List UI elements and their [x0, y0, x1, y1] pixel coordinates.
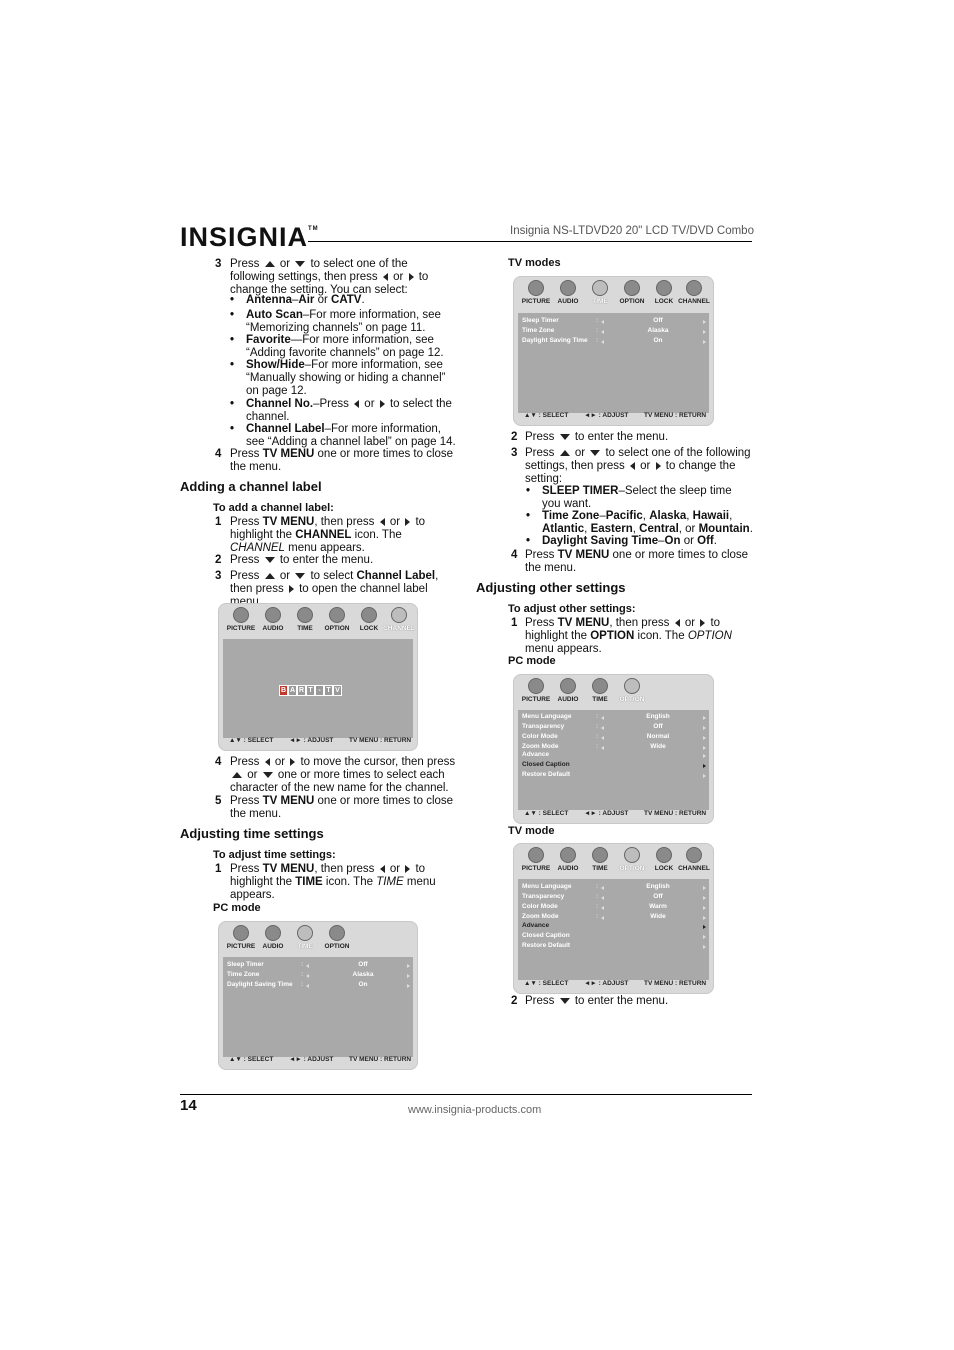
osd-panel	[223, 957, 413, 1057]
audio-icon	[560, 678, 576, 694]
left-arrow-icon	[354, 400, 359, 408]
bullet-favorite: • Favorite—For more information, see “Adding favorite channels” on page 12.	[246, 334, 456, 360]
osd-row: Color Mode : Normal	[518, 733, 709, 743]
step-number: 4	[215, 448, 222, 460]
step-text: Press TV MENU, then press or to highlight the CHANNEL icon. The CHANNEL menu appears.	[230, 516, 426, 555]
satellite-icon	[686, 280, 702, 296]
tab-channel: CHANNEL	[379, 604, 419, 636]
lock-icon	[361, 607, 377, 623]
satellite-icon	[686, 847, 702, 863]
osd-row: Menu Language : English	[518, 883, 709, 893]
subheading: To adjust other settings:	[508, 603, 636, 615]
document-title: Insignia NS-LTDVD20 20" LCD TV/DVD Combo	[510, 225, 754, 237]
osd-row: Menu Language : English	[518, 713, 709, 723]
right-arrow-icon	[405, 865, 410, 873]
left-arrow-icon	[380, 518, 385, 526]
down-arrow-icon	[295, 261, 305, 267]
tab-time: TIME	[580, 277, 620, 309]
picture-icon	[233, 607, 249, 623]
right-arrow-icon	[380, 400, 385, 408]
step-text: Press to enter the menu.	[230, 554, 374, 566]
subheading: To adjust time settings:	[213, 849, 336, 861]
gear-icon	[624, 678, 640, 694]
osd-row: Zoom Mode : Wide	[518, 743, 709, 753]
step-number: 2	[511, 431, 518, 443]
channel-label-characters	[279, 685, 342, 696]
tab-channel: CHANNEL	[674, 277, 714, 309]
subheading: To add a channel label:	[213, 502, 334, 514]
lock-icon	[656, 847, 672, 863]
website-link[interactable]: www.insignia-products.com	[408, 1104, 542, 1116]
step-number: 3	[215, 570, 222, 582]
step-number: 2	[215, 554, 222, 566]
step-number: 1	[215, 516, 222, 528]
step-text: Press to enter the menu.	[525, 995, 669, 1007]
tab-time: TIME	[285, 604, 325, 636]
osd-time-menu-tv	[513, 276, 714, 426]
osd-row: Restore Default	[518, 771, 709, 781]
tab-audio: AUDIO	[253, 922, 293, 954]
step-text: Press TV MENU, then press or to highlight the OPTION icon. The OPTION menu appears.	[525, 617, 732, 656]
down-arrow-icon	[560, 998, 570, 1004]
gear-icon	[624, 280, 640, 296]
tv-modes-label: TV modes	[508, 257, 561, 269]
up-arrow-icon	[560, 450, 570, 456]
step-text: Press or to select one of the following settings, then press or to change the setting:	[525, 447, 751, 486]
step-text: Press TV MENU one or more times to close the menu.	[230, 795, 454, 821]
right-arrow-icon	[700, 619, 705, 627]
step-text: Press TV MENU one or more times to close the menu.	[525, 549, 749, 575]
osd-row: Sleep Timer : Off	[518, 317, 709, 327]
tab-time: TIME	[580, 844, 620, 876]
osd-footer: ▲▼ : SELECT ◄► : ADJUST TV MENU : RETURN	[524, 412, 707, 419]
tab-time: TIME	[580, 675, 620, 707]
bullet-auto-scan: • Auto Scan–For more information, see “Memorizing channels” on page 11.	[246, 309, 456, 335]
tab-picture: PICTURE	[516, 277, 556, 309]
osd-footer: ▲▼ : SELECT ◄► : ADJUST TV MENU : RETURN	[524, 980, 707, 987]
osd-row: Advance	[518, 751, 709, 761]
section-heading-other-settings: Adjusting other settings	[476, 580, 626, 595]
tab-lock: LOCK	[644, 844, 684, 876]
osd-row: Time Zone : Alaska	[518, 327, 709, 337]
step-number: 1	[511, 617, 518, 629]
step-number: 4	[215, 756, 222, 768]
picture-icon	[528, 280, 544, 296]
picture-icon	[233, 925, 249, 941]
label-char: B	[280, 687, 287, 694]
step-text: Press TV MENU, then press or to highlight the TIME icon. The TIME menu appears.	[230, 863, 436, 902]
gear-icon	[329, 925, 345, 941]
osd-footer: ▲▼ : SELECT ◄► : ADJUST TV MENU : RETURN	[524, 810, 707, 817]
tab-option: OPTION	[612, 277, 652, 309]
header-rule	[308, 241, 752, 242]
bullet-daylight-saving: • Daylight Saving Time–On or Off.	[542, 535, 752, 548]
osd-row: Closed Caption	[518, 761, 709, 771]
step-number: 5	[215, 795, 222, 807]
insignia-logo: INSIGNIA™	[180, 222, 319, 252]
section-heading-time-settings: Adjusting time settings	[180, 826, 324, 841]
audio-icon	[560, 280, 576, 296]
osd-row: Closed Caption	[518, 932, 709, 942]
step-text: Press or to move the cursor, then press or one or more times to select each character of the new name for the channel.	[230, 756, 456, 795]
step-text: Press to enter the menu.	[525, 431, 669, 443]
osd-panel	[223, 639, 413, 738]
bullet-channel-no: • Channel No.–Press or to select the channel.	[246, 398, 456, 424]
bullet-sleep-timer: • SLEEP TIMER–Select the sleep time you want.	[542, 485, 752, 511]
right-arrow-icon	[290, 758, 295, 766]
down-arrow-icon	[590, 450, 600, 456]
tab-channel: CHANNEL	[674, 844, 714, 876]
clock-icon	[592, 678, 608, 694]
section-heading-channel-label: Adding a channel label	[180, 479, 322, 494]
tv-mode-label: TV mode	[508, 825, 555, 837]
osd-option-menu-tv	[513, 843, 714, 994]
osd-row: Transparency : Off	[518, 893, 709, 903]
bullet-channel-label: • Channel Label–For more information, see “Adding a channel label” on page 14.	[246, 423, 456, 449]
label-char: T	[306, 685, 315, 696]
osd-footer: ▲▼ : SELECT ◄► : ADJUST TV MENU : RETURN	[229, 737, 412, 744]
right-arrow-icon	[409, 273, 414, 281]
satellite-icon	[391, 607, 407, 623]
step-4-text: Press TV MENU one or more times to close the menu.	[230, 448, 454, 474]
osd-channel-label-menu	[218, 603, 418, 751]
osd-row: Color Mode : Warm	[518, 903, 709, 913]
left-arrow-icon	[383, 273, 388, 281]
down-arrow-icon	[560, 434, 570, 440]
label-char: T	[324, 685, 333, 696]
right-arrow-icon	[289, 585, 294, 593]
up-arrow-icon	[232, 772, 242, 778]
osd-row: Sleep Timer : Off	[223, 961, 413, 971]
pc-mode-label: PC mode	[213, 902, 261, 914]
right-arrow-icon	[405, 518, 410, 526]
lock-icon	[656, 280, 672, 296]
step-number: 1	[215, 863, 222, 875]
down-arrow-icon	[265, 557, 275, 563]
osd-option-menu-pc	[513, 674, 714, 824]
up-arrow-icon	[265, 261, 275, 267]
clock-icon	[592, 280, 608, 296]
gear-icon	[329, 607, 345, 623]
osd-row: Time Zone : Alaska	[223, 971, 413, 981]
page-number: 14	[180, 1097, 197, 1114]
up-arrow-icon	[265, 573, 275, 579]
picture-icon	[528, 847, 544, 863]
osd-panel	[518, 879, 709, 980]
gear-icon	[624, 847, 640, 863]
tab-picture: PICTURE	[516, 844, 556, 876]
pc-mode-label: PC mode	[508, 655, 556, 667]
osd-panel	[518, 313, 709, 413]
step-number: 4	[511, 549, 518, 561]
tab-picture: PICTURE	[221, 922, 261, 954]
tab-audio: AUDIO	[548, 844, 588, 876]
picture-icon	[528, 678, 544, 694]
tab-option: OPTION	[612, 675, 652, 707]
audio-icon	[265, 607, 281, 623]
tab-picture: PICTURE	[516, 675, 556, 707]
tab-picture: PICTURE	[221, 604, 261, 636]
tab-option: OPTION	[317, 604, 357, 636]
tab-time: TIME	[285, 922, 325, 954]
left-arrow-icon	[265, 758, 270, 766]
clock-icon	[297, 607, 313, 623]
osd-row: Transparency : Off	[518, 723, 709, 733]
osd-footer: ▲▼ : SELECT ◄► : ADJUST TV MENU : RETURN	[229, 1056, 412, 1063]
label-char: V	[333, 685, 342, 696]
left-arrow-icon	[380, 865, 385, 873]
tab-option: OPTION	[612, 844, 652, 876]
bullet-antenna: • Antenna–Air or CATV.	[246, 294, 456, 307]
tab-audio: AUDIO	[253, 604, 293, 636]
down-arrow-icon	[295, 573, 305, 579]
label-char: A	[289, 687, 296, 694]
tab-lock: LOCK	[349, 604, 389, 636]
osd-row: Restore Default	[518, 942, 709, 952]
tab-audio: AUDIO	[548, 675, 588, 707]
step-text: Press or to select Channel Label, then press to open the channel label	[230, 570, 439, 596]
osd-row: Daylight Saving Time : On	[518, 337, 709, 347]
audio-icon	[265, 925, 281, 941]
step-number: 2	[511, 995, 518, 1007]
osd-time-menu-pc	[218, 921, 418, 1070]
label-char: -	[315, 685, 324, 696]
left-arrow-icon	[630, 462, 635, 470]
down-arrow-icon	[263, 772, 273, 778]
tab-lock: LOCK	[644, 277, 684, 309]
osd-row: Zoom Mode : Wide	[518, 913, 709, 923]
step-number: 3	[511, 447, 518, 459]
tab-option: OPTION	[317, 922, 357, 954]
label-char: R	[298, 687, 305, 694]
bullet-show-hide: • Show/Hide–For more information, see “Manually showing or hiding a channel” on page 12.	[246, 359, 456, 399]
clock-icon	[297, 925, 313, 941]
footer-rule	[180, 1094, 752, 1095]
tab-audio: AUDIO	[548, 277, 588, 309]
left-arrow-icon	[675, 619, 680, 627]
osd-row: Advance	[518, 922, 709, 932]
osd-panel	[518, 710, 709, 810]
step-3-text: Press or to select one of the following settings, then press or to change the setting. You can select:	[230, 258, 429, 297]
step-number: 3	[215, 258, 222, 270]
bullet-time-zone: • Time Zone–Pacific, Alaska, Hawaii, Atlantic, Eastern, Central, or Mountain.	[542, 510, 754, 536]
osd-row: Daylight Saving Time : On	[223, 981, 413, 991]
right-arrow-icon	[656, 462, 661, 470]
audio-icon	[560, 847, 576, 863]
clock-icon	[592, 847, 608, 863]
